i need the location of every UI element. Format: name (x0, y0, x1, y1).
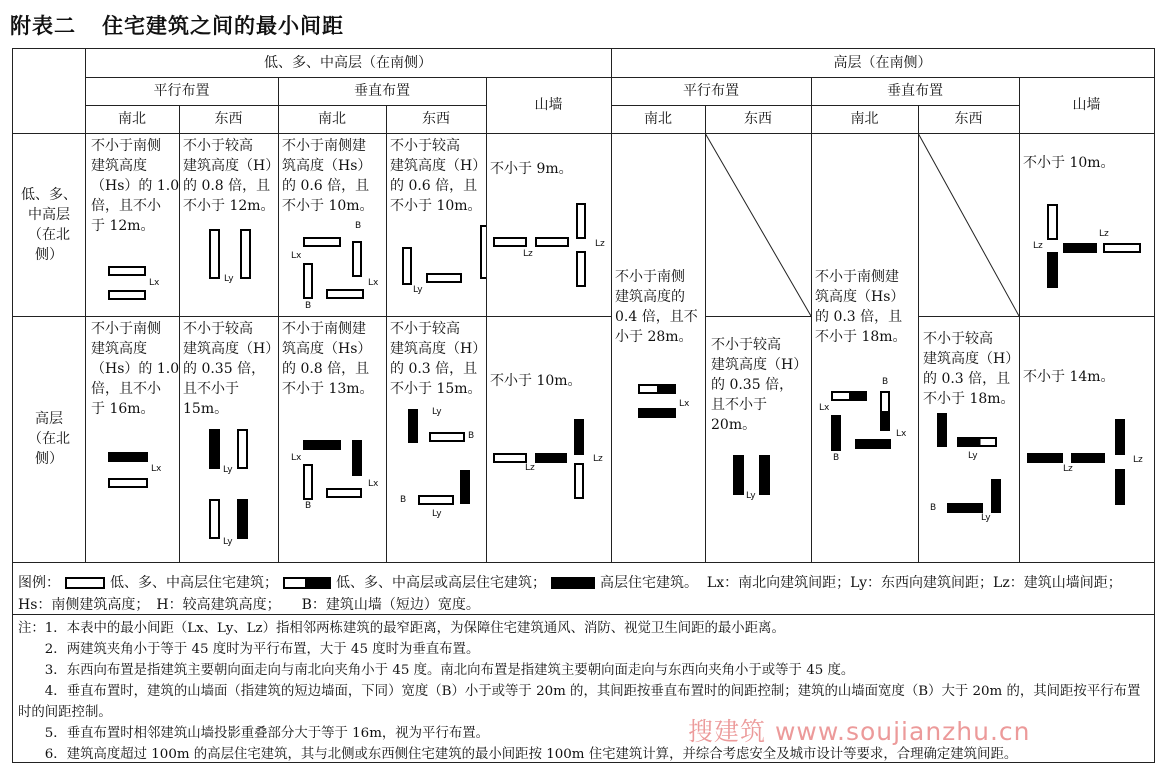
dim-lx: Lx (896, 429, 907, 439)
note-5: 5．垂直布置时相邻建筑山墙投影重叠部分大于等于 16m，视为平行布置。 (18, 726, 490, 741)
header-ns-1: 南北 (118, 111, 146, 127)
note-1: 注：1．本表中的最小间距（Lx、Ly、Lz）指相邻两栋建筑的最窄距离，为保障住宅建筑通风、消防、视觉卫生间距的最小距离。 (18, 621, 785, 636)
building-high (574, 419, 584, 455)
dim-b: B (305, 501, 312, 511)
cell-r1-ns-parallel: 不小于南侧 建筑高度 （Hs）的 1.0 倍，且不小 于 12m。 (91, 138, 180, 234)
header-ew-1: 东西 (214, 111, 243, 127)
dim-lx: Lx (679, 399, 690, 409)
cell-r1-ew-parallel: 不小于较高 建筑高度（H） 的 0.8 倍，且 不小于 12m。 (183, 138, 280, 214)
dim-ly: Ly (981, 513, 991, 523)
building-low (574, 463, 584, 499)
diagonal-ew-vertical (918, 133, 1019, 316)
building-high (460, 470, 470, 504)
dim-b: B (400, 495, 407, 505)
building-low (493, 453, 527, 463)
dim-b: B (833, 453, 840, 463)
building-high (1027, 453, 1063, 463)
building-low (108, 478, 148, 488)
building-low (303, 237, 341, 247)
header-parallel-1: 平行布置 (153, 83, 210, 99)
building-low (1103, 243, 1141, 253)
building-high (408, 409, 418, 443)
dim-lz: Lz (593, 454, 603, 464)
building-low (402, 247, 412, 285)
cell-r1-gable: 不小于 9m。 (490, 161, 573, 177)
building-high (209, 429, 220, 469)
dim-b: B (305, 301, 312, 311)
building-high (733, 455, 744, 495)
legend-item-mixed: 低、多、中高层或高层住宅建筑； (336, 575, 546, 591)
dim-b: B (930, 503, 937, 513)
dim-lz: Lz (1099, 229, 1109, 239)
building-low (326, 289, 364, 299)
building-high (947, 503, 983, 513)
header-ew-2: 东西 (422, 111, 450, 127)
header-low-rise-group: 低、多、中高层（在南侧） (264, 55, 432, 71)
header-ns-4: 南北 (850, 111, 879, 127)
building-low (493, 237, 527, 247)
building-low (209, 499, 220, 539)
header-ew-3: 东西 (744, 111, 772, 127)
building-high (1063, 243, 1097, 253)
building-low (1047, 204, 1058, 240)
cell-r2-ns-parallel: 不小于南侧 建筑高度 （Hs）的 1.0 倍，且不小 于 16m。 (91, 321, 180, 417)
legend-abbreviations: Lx：南北向建筑间距；Ly：东西向建筑间距；Lz：建筑山墙间距； Hs：南侧建筑高度； H：较高建筑高度； B：建筑山墙（短边）宽度。 (18, 575, 1129, 613)
building-low (576, 251, 586, 287)
building-mixed (638, 384, 676, 394)
row-header-low-rise: 低、多、 中高层 （在北 侧） (21, 186, 77, 263)
header-gable-1: 山墙 (534, 97, 563, 113)
building-high (831, 415, 841, 451)
title-label: 附表二 (10, 14, 76, 38)
building-high (108, 452, 148, 462)
building-high (991, 479, 1001, 513)
dim-lz: Lz (1063, 464, 1073, 474)
building-mixed (957, 437, 997, 447)
building-mixed (880, 391, 890, 431)
rule (13, 562, 1154, 563)
building-high (535, 453, 567, 463)
header-gable-2: 山墙 (1072, 97, 1101, 113)
legend-prefix: 图例： (18, 575, 60, 591)
diagonal-ew-parallel (705, 133, 811, 316)
watermark: 搜建筑 www.soujianzhu.cn (688, 717, 1031, 746)
dim-lx: Lx (819, 403, 830, 413)
dim-ly: Ly (223, 465, 233, 475)
dim-b: B (355, 221, 362, 231)
dim-ly: Ly (746, 491, 756, 501)
title-text: 住宅建筑之间的最小间距 (102, 14, 344, 38)
building-low (576, 203, 586, 239)
building-low (535, 237, 569, 247)
header-ns-3: 南北 (644, 111, 672, 127)
building-high (937, 413, 947, 447)
dim-ly: Ly (432, 509, 442, 519)
building-low (426, 273, 462, 283)
building-high (638, 408, 676, 418)
building-high (759, 455, 770, 495)
dim-lz: Lz (525, 463, 535, 473)
cell-r2-high-ew-vertical: 不小于较高 建筑高度（H） 的 0.3 倍，且 不小于 18m。 (923, 331, 1020, 407)
building-low (240, 229, 251, 279)
dim-ly: Ly (224, 274, 234, 284)
building-mixed (831, 391, 867, 401)
dim-b: B (468, 431, 475, 441)
dim-lz: Lz (1133, 455, 1143, 465)
note-4: 4．垂直布置时，建筑的山墙面（指建筑的短边墙面，下同）宽度（B）小于或等于 20m 的，其间距按垂直布置时的间距控制；建筑的山墙面宽度（B）大于 20m 的，其间距按平行布置时的间距控制。 (18, 684, 1141, 720)
dim-lz: Lz (595, 239, 605, 249)
cell-r1-high-gable: 不小于 10m。 (1023, 155, 1115, 171)
cell-high-ns-vertical: 不小于南侧建 筑高度（Hs） 的 0.3 倍，且 不小于 18m。 (815, 269, 907, 345)
dim-b: B (882, 377, 889, 387)
building-high (1047, 252, 1058, 288)
row-header-high-rise: 高层 （在北 侧） (28, 411, 70, 467)
header-ew-4: 东西 (954, 111, 983, 127)
page-title (10, 10, 370, 40)
note-6: 6．建筑高度超过 100m 的高层住宅建筑，其与北侧或东西侧住宅建筑的最小间距按 100m 住宅建筑计算，并综合考虑安全及城市设计等要求，合理确定建筑间距。 (18, 747, 1018, 762)
dim-lx: Lx (368, 278, 379, 288)
cell-r2-gable: 不小于 10m。 (490, 373, 582, 389)
cell-high-ns-parallel: 不小于南侧 建筑高度的 0.4 倍，且不 小于 28m。 (615, 269, 698, 345)
legend-item-low: 低、多、中高层住宅建筑； (110, 575, 278, 591)
dim-lx: Lx (291, 251, 302, 261)
building-low (303, 464, 313, 500)
legend-swatch-high (551, 577, 595, 589)
dim-lx: Lx (291, 453, 302, 463)
building-low (237, 429, 248, 469)
building-low (480, 225, 486, 279)
cell-r2-ns-vertical: 不小于南侧建 筑高度（Hs） 的 0.8 倍，且 不小于 13m。 (282, 321, 374, 397)
cell-r2-ew-vertical: 不小于较高 建筑高度（H） 的 0.3 倍，且 不小于 15m。 (390, 321, 487, 397)
building-low (326, 488, 362, 498)
building-high (1115, 419, 1125, 455)
cell-r2-high-gable: 不小于 14m。 (1023, 369, 1115, 385)
building-low (429, 432, 465, 442)
header-ns-2: 南北 (318, 111, 346, 127)
building-low (108, 290, 146, 300)
building-high (1071, 453, 1105, 463)
header-parallel-2: 平行布置 (683, 83, 739, 99)
header-high-rise-group: 高层（在南侧） (833, 55, 932, 71)
note-3: 3．东西向布置是指建筑主要朝向面走向与南北向夹角小于 45 度。南北向布置是指建筑主要朝向面走向与东西向夹角小于或等于 45 度。 (18, 663, 855, 678)
legend-item-high: 高层住宅建筑。 (600, 575, 698, 591)
dim-lx: Lx (149, 278, 160, 288)
building-high (855, 439, 891, 449)
building-low (352, 241, 362, 277)
legend-swatch-low (65, 577, 105, 589)
building-low (303, 263, 313, 299)
dim-ly: Ly (223, 537, 233, 547)
dim-lz: Lz (1033, 241, 1043, 251)
dim-ly: Ly (432, 407, 442, 417)
building-high (1115, 469, 1125, 505)
building-high (303, 440, 341, 450)
dim-lz: Lz (523, 249, 533, 259)
header-vertical-2: 垂直布置 (887, 83, 943, 99)
legend-swatch-mixed (283, 577, 331, 589)
building-high (352, 440, 362, 476)
building-low (418, 495, 454, 505)
building-low (108, 266, 146, 276)
legend (18, 572, 1148, 616)
dim-lx: Lx (151, 464, 162, 474)
dim-lx: Lx (368, 479, 379, 489)
cell-r1-ns-vertical: 不小于南侧建 筑高度（Hs） 的 0.6 倍，且 不小于 10m。 (282, 138, 374, 214)
building-high (237, 499, 248, 539)
cell-r2-ew-parallel: 不小于较高 建筑高度（H） 的 0.35 倍， 且不小于 15m。 (183, 321, 280, 417)
cell-r2-high-ew-parallel: 不小于较高 建筑高度（H） 的 0.35 倍， 且不小于 20m。 (711, 337, 808, 433)
header-vertical-1: 垂直布置 (354, 83, 410, 99)
note-2: 2．两建筑夹角小于等于 45 度时为平行布置，大于 45 度时为垂直布置。 (18, 642, 480, 657)
cell-r1-ew-vertical: 不小于较高 建筑高度（H） 的 0.6 倍，且 不小于 10m。 (390, 138, 487, 214)
dim-ly: Ly (968, 451, 978, 461)
building-low (209, 229, 220, 279)
dim-ly: Ly (413, 285, 423, 295)
